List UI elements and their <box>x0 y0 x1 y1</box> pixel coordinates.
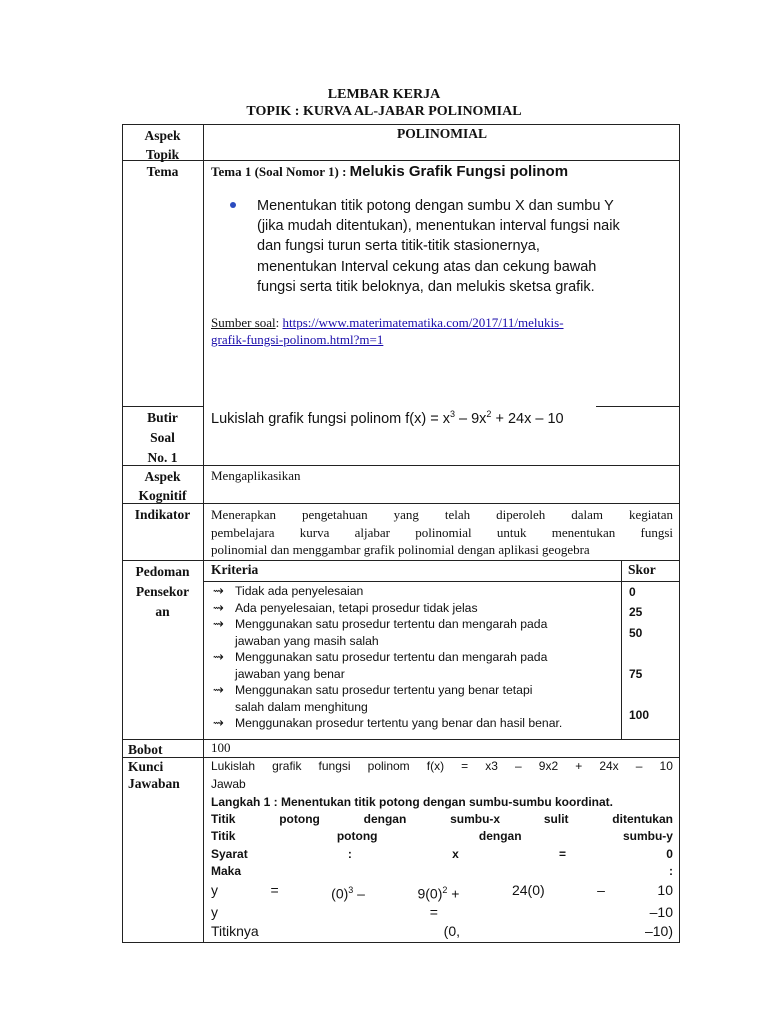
source-link[interactable]: https://www.materimatematika.com/2017/11/melukis- <box>282 315 564 330</box>
indikator-line: pembelajara kurva aljabar polinomial untuk menentukan fungsi <box>211 524 673 540</box>
word: sulit <box>543 811 569 826</box>
tema-bullet-line: Menentukan titik potong dengan sumbu X dan sumbu Y <box>257 198 614 214</box>
score-value: 50 <box>629 626 643 640</box>
pedoman-label-line3: an <box>155 604 170 619</box>
word: = <box>461 759 469 773</box>
wave-arrow-icon: ⇝ <box>213 616 224 631</box>
answer-line-jawab: Jawab <box>211 776 246 791</box>
word: + <box>575 759 583 773</box>
word: Maka <box>211 864 242 878</box>
aspek-topik-label-line1: Aspek <box>144 128 181 143</box>
pedoman-label-line1: Pedoman <box>135 564 190 579</box>
aspek-topik-value: POLINOMIAL <box>396 126 487 141</box>
word: y <box>211 904 218 921</box>
butir-label-line1: Butir <box>147 410 178 425</box>
source-link-continued[interactable]: grafik-fungsi-polinom.html?m=1 <box>211 332 384 347</box>
kunci-label-line1: Kunci <box>128 759 164 774</box>
tema-bullet-line: fungsi serta titik beloknya, dan melukis sketsa grafik. <box>257 278 595 295</box>
answer-line <box>211 846 673 864</box>
butir-exp1: 3 <box>449 409 455 419</box>
bullet-dot-icon <box>230 202 236 208</box>
word: potong <box>336 829 378 843</box>
kognitif-value: Mengaplikasikan <box>211 468 301 483</box>
row-divider <box>122 503 680 504</box>
word: Titik <box>211 811 236 826</box>
word: polinom <box>367 759 410 773</box>
tema-title: Melukis Grafik Fungsi polinom <box>349 163 569 180</box>
label-column-divider <box>203 124 204 943</box>
aspek-topik-label <box>122 126 203 164</box>
criteria-text-cont: jawaban yang masih salah <box>235 633 379 648</box>
criteria-header: Kriteria <box>211 562 259 577</box>
word: 10 <box>659 759 673 773</box>
word: 10 <box>657 881 673 898</box>
wave-arrow-icon: ⇝ <box>213 649 224 664</box>
butir-exp2: 2 <box>486 409 492 419</box>
answer-line <box>211 863 673 881</box>
source-colon: : <box>275 315 283 330</box>
word: $9(0)^2$ + <box>417 884 460 902</box>
word: = <box>429 904 438 921</box>
criteria-item <box>207 682 619 715</box>
bobot-value: 100 <box>211 740 231 755</box>
word: 24x <box>599 759 619 773</box>
criteria-text: Menggunakan satu prosedur tertentu dan mengarah pada <box>235 650 548 664</box>
score-header: Skor <box>628 562 656 577</box>
row-divider <box>122 739 680 740</box>
indikator-line: Menerapkan pengetahuan yang telah diperoleh dalam kegiatan <box>211 507 673 522</box>
word: dengan <box>478 829 522 843</box>
criteria-item <box>207 649 619 682</box>
tema-label: Tema <box>146 164 179 179</box>
criteria-item <box>207 583 619 600</box>
score-value: 25 <box>629 605 643 619</box>
row-divider <box>122 560 680 561</box>
indikator-text <box>211 506 673 559</box>
score-value: 100 <box>629 708 650 722</box>
word: (0, <box>443 923 461 940</box>
criteria-text: Ada penyelesaian, tetapi prosedur tidak jelas <box>235 600 478 615</box>
word: – <box>515 759 522 773</box>
kognitif-label-line2: Kognitif <box>138 488 187 503</box>
score-value: 75 <box>629 667 643 681</box>
row-divider <box>122 465 680 466</box>
word: –10) <box>644 923 673 940</box>
butir-label-line3: No. 1 <box>147 450 178 465</box>
word: –10 <box>649 904 673 921</box>
tema-bullet-line: menentukan Interval cekung atas dan cekung bawah <box>257 258 597 275</box>
word: ditentukan <box>612 811 673 826</box>
tema-prefix: Tema 1 (Soal Nomor 1) : <box>211 164 350 179</box>
word: : <box>347 846 352 861</box>
word: $(0)^3$ – <box>331 884 365 902</box>
tema-source <box>211 314 673 348</box>
answer-line-question <box>211 758 673 776</box>
source-label: Sumber soal <box>211 315 276 330</box>
criteria-text: Menggunakan satu prosedur tertentu dan mengarah pada <box>235 617 548 631</box>
word: Titiknya <box>211 923 259 940</box>
tema-bullet-line: (jika mudah ditentukan), menentukan interval fungsi naik <box>257 218 620 235</box>
word: x3 <box>485 759 498 773</box>
criteria-text: Menggunakan satu prosedur tertentu yang benar tetapi <box>235 683 533 697</box>
worksheet-title: LEMBAR KERJA <box>327 87 441 102</box>
answer-line <box>211 811 673 829</box>
criteria-item <box>207 616 619 649</box>
butir-label <box>122 408 203 468</box>
butir-text-mid: – 9x <box>454 410 487 427</box>
kognitif-label-line1: Aspek <box>144 469 181 484</box>
butir-text-post: + 24x – 10 <box>491 410 564 427</box>
criteria-text-cont: salah dalam menghitung <box>235 699 368 714</box>
score-value: 0 <box>629 585 636 599</box>
answer-key <box>211 758 673 941</box>
word: sumbu-y <box>622 829 673 843</box>
pedoman-label-line2: Pensekor <box>135 584 190 599</box>
pedoman-label <box>122 562 203 622</box>
word: x <box>452 846 459 861</box>
word: – <box>635 759 643 773</box>
word: f(x) <box>426 759 445 773</box>
answer-line-step1: Langkah 1 : Menentukan titik potong dengan sumbu-sumbu koordinat. <box>211 794 614 809</box>
kognitif-label <box>122 467 203 505</box>
answer-line-result <box>211 903 673 922</box>
word: : <box>669 864 673 878</box>
word: Titik <box>211 829 236 843</box>
kunci-label-line2: Jawaban <box>128 776 180 791</box>
word: Lukislah <box>211 759 256 773</box>
word: grafik <box>272 759 302 773</box>
score-column-divider <box>621 560 622 739</box>
row-divider <box>122 160 680 161</box>
row-divider <box>596 406 680 407</box>
criteria-item <box>207 715 619 732</box>
butir-text-pre: Lukislah grafik fungsi polinom f(x) = x <box>211 410 450 427</box>
answer-line-calc <box>211 881 673 904</box>
butir-question <box>211 409 673 427</box>
wave-arrow-icon: ⇝ <box>213 715 224 730</box>
tema-bullet-line: dan fungsi turun serta titik-titik stasionernya, <box>257 238 540 255</box>
tema-heading <box>211 163 673 181</box>
answer-line <box>211 828 673 846</box>
word: Syarat <box>211 846 248 861</box>
criteria-text-cont: jawaban yang benar <box>235 666 345 681</box>
word: y <box>211 881 218 898</box>
criteria-text: Menggunakan prosedur tertentu yang benar dan hasil benar. <box>235 716 563 730</box>
word: 9x2 <box>538 759 559 773</box>
wave-arrow-icon: ⇝ <box>213 583 224 598</box>
criteria-text: Tidak ada penyelesaian <box>235 584 364 598</box>
word: = <box>559 846 567 861</box>
word: 24(0) <box>511 881 545 898</box>
worksheet-topic: TOPIK : KURVA AL-JABAR POLINOMIAL <box>246 104 522 119</box>
word: = <box>270 881 279 898</box>
word: dengan <box>363 811 407 826</box>
word: potong <box>279 811 320 826</box>
aspek-topik-label-line2: Topik <box>145 147 180 162</box>
row-divider <box>204 581 680 582</box>
answer-line-point <box>211 922 673 941</box>
wave-arrow-icon: ⇝ <box>213 682 224 697</box>
indikator-label: Indikator <box>134 507 191 522</box>
word: sumbu-x <box>450 811 501 826</box>
butir-label-line2: Soal <box>150 430 175 445</box>
indikator-line: polinomial dan menggambar grafik polinomial dengan aplikasi geogebra <box>211 542 590 557</box>
criteria-item <box>207 600 619 617</box>
word: fungsi <box>318 759 351 773</box>
word: – <box>597 881 605 898</box>
word: 0 <box>666 846 673 861</box>
bobot-label: Bobot <box>128 742 163 757</box>
kunci-label <box>128 758 180 792</box>
wave-arrow-icon: ⇝ <box>213 599 224 615</box>
row-divider <box>122 406 204 407</box>
criteria-list <box>207 583 619 732</box>
